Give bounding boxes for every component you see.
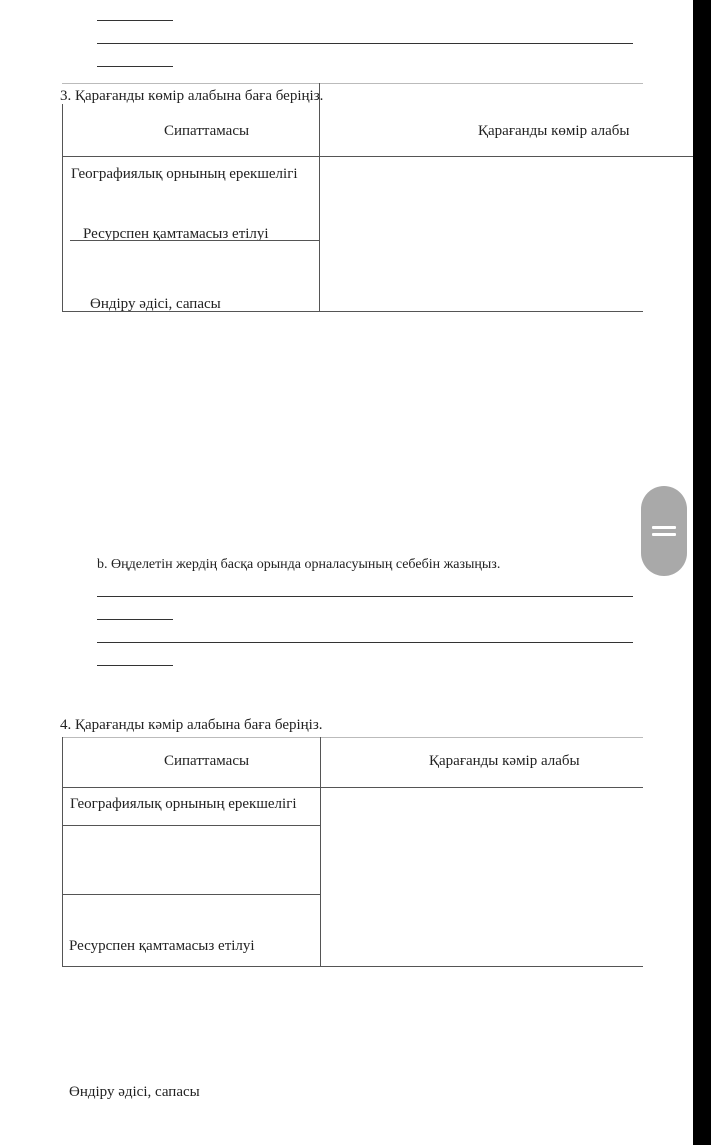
production-method-text: Өндіру әдісі, сапасы <box>69 1084 200 1100</box>
table-left-border <box>62 737 63 966</box>
table-column-divider <box>320 737 321 966</box>
row-production-method: Өндіру әдісі, сапасы <box>90 296 221 312</box>
table-bottom-border <box>62 966 643 967</box>
row-geographic-location: Географиялық орнының ерекшелігі <box>70 796 297 812</box>
row-geographic-location: Географиялық орнының ерекшелігі <box>71 166 298 182</box>
answer-line <box>97 20 173 21</box>
table-row-border <box>62 894 320 895</box>
question-4: 4. Қарағанды кәмір алабына баға беріңіз. <box>60 717 323 733</box>
answer-line <box>97 642 633 643</box>
header-karaganda-basin: Қарағанды кәмір алабы <box>429 753 580 769</box>
row-resource-supply: Ресурспен қамтамасыз етілуі <box>69 938 255 954</box>
grip-icon <box>652 526 676 529</box>
header-characteristics: Сипаттамасы <box>164 123 250 139</box>
question-b: b. Өңделетін жердің басқа орында орналасуының себебін жазыңыз. <box>97 557 501 572</box>
table-left-border <box>62 104 63 312</box>
grip-icon <box>652 533 676 536</box>
row-resource-supply: Ресурспен қамтамасыз етілуі <box>83 226 269 242</box>
table-header-border <box>62 156 693 157</box>
table-row-border <box>70 240 319 241</box>
answer-line <box>97 619 173 620</box>
answer-line <box>97 66 173 67</box>
table-row-border <box>62 825 320 826</box>
header-karaganda-basin: Қарағанды көмір алабы <box>478 123 630 139</box>
table-top-border <box>62 83 643 84</box>
answer-line <box>97 43 633 44</box>
table-top-border <box>62 737 643 738</box>
table-bottom-border <box>62 311 643 312</box>
answer-line <box>97 596 633 597</box>
table-column-divider <box>319 83 320 312</box>
question-3: 3. Қарағанды көмір алабына баға беріңіз. <box>60 88 324 104</box>
table-header-border <box>62 787 643 788</box>
header-characteristics: Сипаттамасы <box>164 753 250 769</box>
scroll-handle[interactable] <box>641 486 687 576</box>
answer-line <box>97 665 173 666</box>
